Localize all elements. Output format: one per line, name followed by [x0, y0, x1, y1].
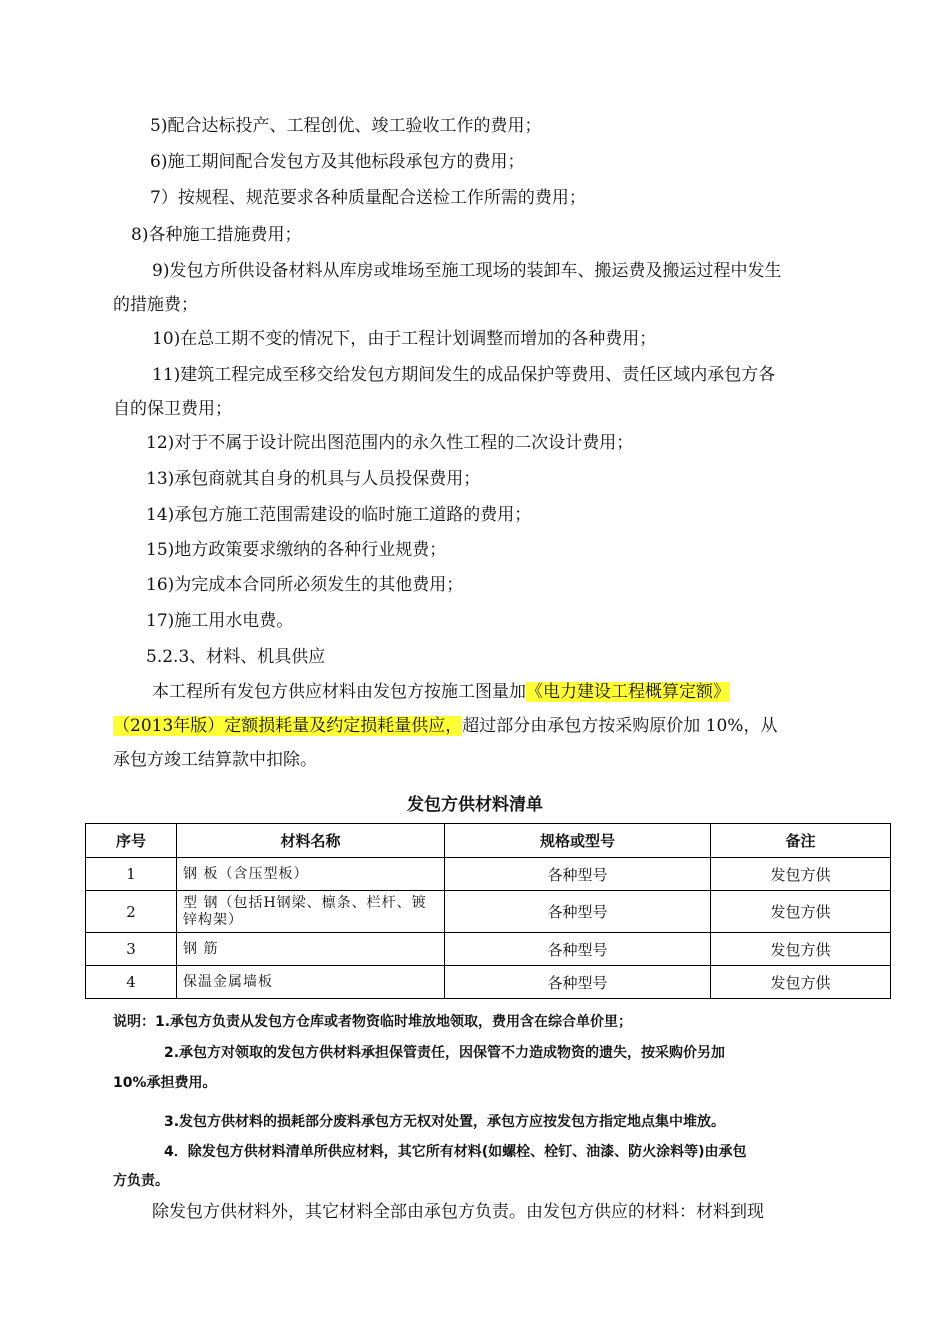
header-cell: 材料名称	[177, 824, 445, 858]
para1-text: 超过部分由承包方按采购原价加 10%，从	[462, 716, 778, 736]
para1-text: 本工程所有发包方供应材料由发包方按施工图量加	[152, 682, 526, 702]
section-heading: 5.2.3、材料、机具供应	[146, 647, 326, 667]
table-title: 发包方供材料清单	[407, 795, 543, 815]
closing-paragraph: 除发包方供材料外，其它材料全部由承包方负责。由发包方供应的材料：材料到现	[152, 1202, 764, 1222]
item-6: 6)施工期间配合发包方及其他标段承包方的费用；	[150, 152, 525, 172]
spec-cell: 各种型号	[445, 966, 711, 999]
highlighted-text: （2013年版）定额损耗量及约定损耗量供应，	[113, 716, 463, 736]
materials-table	[85, 823, 891, 999]
material-name: 钢 筋	[177, 933, 445, 966]
row-number: 3	[86, 933, 177, 966]
table-row	[86, 891, 891, 933]
header-cell: 规格或型号	[445, 824, 711, 858]
material-name: 型 钢（包括H钢梁、檩条、栏杆、镀锌构架）	[177, 891, 445, 933]
remark-cell: 发包方供	[711, 891, 891, 933]
item-8: 8)各种施工措施费用；	[131, 225, 302, 245]
item-13: 13)承包商就其自身的机具与人员投保费用；	[146, 469, 481, 489]
item-16: 16)为完成本合同所必须发生的其他费用；	[146, 575, 464, 595]
note-2-line1: 2.承包方对领取的发包方供材料承担保管责任，因保管不力造成物资的遗失，按采购价另加	[164, 1045, 726, 1061]
header-cell: 备注	[711, 824, 891, 858]
para1-line1	[152, 680, 730, 704]
para1-line3: 承包方竣工结算款中扣除。	[113, 750, 317, 770]
header-cell: 序号	[86, 824, 177, 858]
note-4-line2: 方负责。	[113, 1173, 169, 1189]
material-name: 钢 板（含压型板）	[177, 858, 445, 891]
row-number: 1	[86, 858, 177, 891]
item-7: 7）按规程、规范要求各种质量配合送检工作所需的费用；	[150, 188, 586, 208]
note-3: 3.发包方供材料的损耗部分废料承包方无权对处置，承包方应按发包方指定地点集中堆放。	[164, 1114, 726, 1130]
remark-cell: 发包方供	[711, 933, 891, 966]
spec-cell: 各种型号	[445, 858, 711, 891]
item-11-line1: 11)建筑工程完成至移交给发包方期间发生的成品保护等费用、责任区域内承包方各	[152, 365, 776, 385]
item-12: 12)对于不属于设计院出图范围内的永久性工程的二次设计费用；	[146, 433, 634, 453]
item-5: 5)配合达标投产、工程创优、竣工验收工作的费用；	[150, 116, 542, 136]
remark-cell: 发包方供	[711, 858, 891, 891]
table-row	[86, 933, 891, 966]
row-number: 4	[86, 966, 177, 999]
para1-line2	[113, 714, 777, 738]
item-9-line1: 9)发包方所供设备材料从库房或堆场至施工现场的装卸车、搬运费及搬运过程中发生	[152, 261, 782, 281]
row-number: 2	[86, 891, 177, 933]
item-9-line2: 的措施费；	[113, 295, 198, 315]
material-name: 保温金属墙板	[177, 966, 445, 999]
item-17: 17)施工用水电费。	[146, 611, 294, 631]
table-row	[86, 858, 891, 891]
item-15: 15)地方政策要求缴纳的各种行业规费；	[146, 540, 447, 560]
table-row	[86, 966, 891, 999]
note-4-line1: 4．除发包方供材料清单所供应材料，其它所有材料(如螺栓、栓钉、油漆、防火涂料等)由承包	[164, 1144, 747, 1160]
item-11-line2: 自的保卫费用；	[113, 399, 232, 419]
spec-cell: 各种型号	[445, 891, 711, 933]
item-10: 10)在总工期不变的情况下，由于工程计划调整而增加的各种费用；	[152, 329, 657, 349]
highlighted-text: 《电力建设工程概算定额》	[526, 682, 730, 702]
table-header-row	[86, 824, 891, 858]
note-2-line2: 10%承担费用。	[113, 1075, 217, 1091]
remark-cell: 发包方供	[711, 966, 891, 999]
spec-cell: 各种型号	[445, 933, 711, 966]
item-14: 14)承包方施工范围需建设的临时施工道路的费用；	[146, 505, 532, 525]
note-1: 说明：1.承包方负责从发包方仓库或者物资临时堆放地领取，费用含在综合单价里；	[113, 1014, 633, 1030]
